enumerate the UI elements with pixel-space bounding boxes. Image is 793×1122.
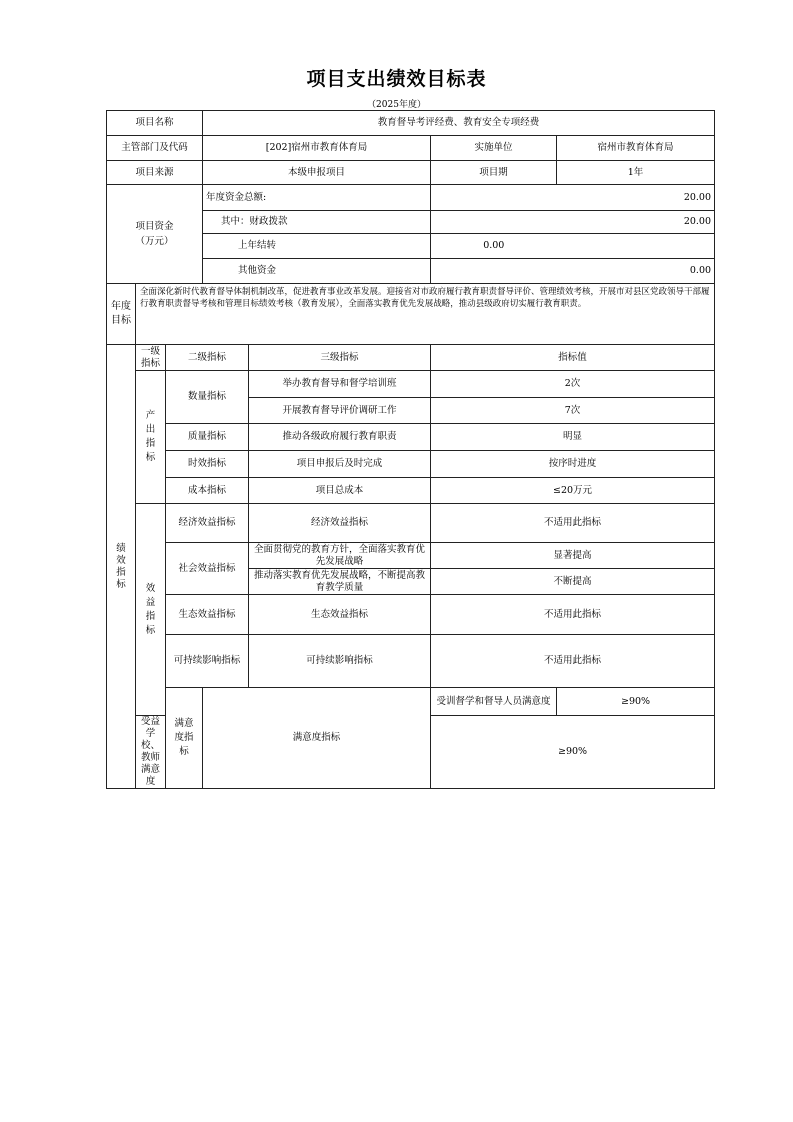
indicator-value: ≥90% (557, 688, 715, 716)
indicator-header-row (107, 345, 715, 371)
project-name-row (107, 111, 715, 136)
dept-label: 主管部门及代码 (107, 136, 203, 161)
indicator-value: 明显 (431, 424, 715, 451)
indicator-value: 不适用此指标 (431, 504, 715, 543)
indicator-row (107, 543, 715, 569)
indicator-name: 项目申报后及时完成 (249, 451, 431, 478)
level2-header: 二级指标 (166, 345, 249, 371)
indicator-name: 经济效益指标 (249, 504, 431, 543)
indicator-row (107, 688, 715, 716)
fund-label: 其他资金 (203, 259, 431, 284)
source-row (107, 161, 715, 185)
indicator-name: 生态效益指标 (249, 595, 431, 635)
quality-label: 质量指标 (166, 424, 249, 451)
impl-label: 实施单位 (431, 136, 557, 161)
indicator-value: 显著提高 (431, 543, 715, 569)
indicator-name: 推动落实教育优先发展战略，不断提高教育教学质量 (249, 569, 431, 595)
period-label: 项目期 (431, 161, 557, 185)
indicator-row (107, 478, 715, 504)
indicator-value: ≤20万元 (431, 478, 715, 504)
project-name-value: 教育督导考评经费、教育安全专项经费 (203, 111, 715, 136)
indicator-name: 全面贯彻党的教育方针，全面落实教育优先发展战略 (249, 543, 431, 569)
economic-label: 经济效益指标 (166, 504, 249, 543)
benefit-label: 效益指标 (136, 504, 166, 716)
indicator-value: 不适用此指标 (431, 595, 715, 635)
value-header: 指标值 (431, 345, 715, 371)
indicator-row (107, 451, 715, 478)
dept-value: [202]宿州市教育体育局 (203, 136, 431, 161)
fund-value: 20.00 (431, 211, 715, 234)
goal-text: 全面深化新时代教育督导体制机制改革，促进教育事业改革发展。迎接省对市政府履行教育职责督导评价、管理绩效考核，开展市对县区党政领导干部履行教育职责督导考核和管理目标绩效考核（教育发展），全面落实教育优先发展战略，推动县级政府切实履行教育职责。 (136, 284, 715, 345)
year-label: （2025年度） (367, 100, 426, 110)
indicator-value: 2次 (431, 371, 715, 398)
output-label: 产出指标 (136, 371, 166, 504)
indicator-value: ≥90% (431, 716, 715, 789)
indicator-value: 按序时进度 (431, 451, 715, 478)
funds-label: 项目资金 （万元） (107, 185, 203, 284)
indicator-row (107, 635, 715, 688)
quantity-label: 数量指标 (166, 371, 249, 424)
satisfaction-sub-label: 满意度指标 (203, 688, 431, 789)
fund-row (107, 185, 715, 211)
fund-label: 上年结转 (203, 234, 431, 259)
goal-label: 年度目标 (107, 284, 136, 345)
cost-label: 成本指标 (166, 478, 249, 504)
indicator-name: 受训督学和督导人员满意度 (431, 688, 557, 716)
goal-row (107, 284, 715, 345)
indicator-name: 可持续影响指标 (249, 635, 431, 688)
dept-row (107, 136, 715, 161)
fund-label: 年度资金总额: (203, 185, 431, 211)
indicator-value: 7次 (431, 398, 715, 424)
page-title: 项目支出绩效目标表 (306, 68, 487, 90)
indicator-row (107, 424, 715, 451)
fund-value: 20.00 (431, 185, 715, 211)
time-label: 时效指标 (166, 451, 249, 478)
performance-table (106, 110, 715, 789)
period-value: 1年 (557, 161, 715, 185)
indicator-name: 项目总成本 (249, 478, 431, 504)
indicator-row (107, 504, 715, 543)
eco-label: 生态效益指标 (166, 595, 249, 635)
sustain-label: 可持续影响指标 (166, 635, 249, 688)
level3-header: 三级指标 (249, 345, 431, 371)
social-label: 社会效益指标 (166, 543, 249, 595)
indicator-value: 不断提高 (431, 569, 715, 595)
fund-value: 0.00 (431, 234, 557, 259)
indicator-value: 不适用此指标 (431, 635, 715, 688)
fund-spacer (557, 234, 715, 259)
indicator-row (107, 371, 715, 398)
indicators-section-label: 绩效指标 (107, 345, 136, 789)
impl-value: 宿州市教育体育局 (557, 136, 715, 161)
fund-label: 其中：财政拨款 (203, 211, 431, 234)
satisfaction-label: 满意度指标 (166, 688, 203, 789)
indicator-name: 开展教育督导评价调研工作 (249, 398, 431, 424)
indicator-row (107, 595, 715, 635)
source-value: 本级申报项目 (203, 161, 431, 185)
level1-header: 一级指标 (136, 345, 166, 371)
source-label: 项目来源 (107, 161, 203, 185)
indicator-name: 受益学校、教师满意度 (136, 716, 166, 789)
indicator-name: 举办教育督导和督学培训班 (249, 371, 431, 398)
project-name-label: 项目名称 (107, 111, 203, 136)
fund-value: 0.00 (431, 259, 715, 284)
indicator-name: 推动各级政府履行教育职责 (249, 424, 431, 451)
